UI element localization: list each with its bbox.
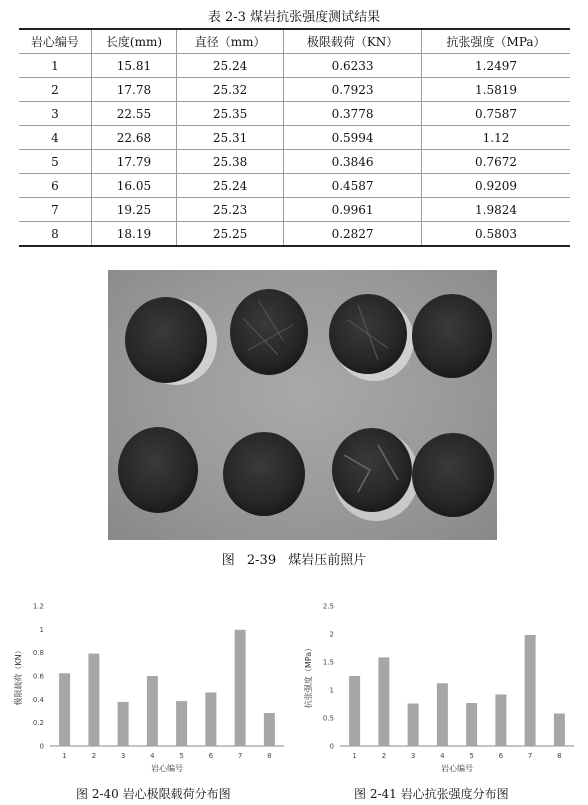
bar-core-1 bbox=[59, 673, 70, 746]
cell-tensile-strength: 1.9824 bbox=[422, 198, 570, 222]
cell-ultimate-load: 0.3846 bbox=[284, 150, 422, 174]
table-row bbox=[19, 150, 570, 174]
cell-ultimate-load: 0.2827 bbox=[284, 222, 422, 247]
bar-core-3 bbox=[408, 704, 419, 746]
col-header-ultimate-load: 极限载荷（KN） bbox=[284, 29, 422, 54]
x-tick-label: 5 bbox=[469, 752, 474, 760]
y-tick-label: 0.5 bbox=[322, 714, 334, 723]
cell-tensile-strength: 1.12 bbox=[422, 126, 570, 150]
cell-core-id: 2 bbox=[19, 78, 91, 102]
core-sample-5 bbox=[118, 427, 198, 513]
bar-core-3 bbox=[118, 702, 129, 746]
core-sample-1 bbox=[125, 297, 207, 383]
cell-core-id: 1 bbox=[19, 54, 91, 78]
bar-core-4 bbox=[147, 676, 158, 746]
bar-core-7 bbox=[235, 630, 246, 746]
x-tick-label: 4 bbox=[150, 752, 155, 760]
cell-tensile-strength: 1.2497 bbox=[422, 54, 570, 78]
table-row bbox=[19, 78, 570, 102]
bar-core-4 bbox=[437, 683, 448, 746]
y-tick-label: 1.2 bbox=[32, 602, 44, 611]
cell-core-id: 5 bbox=[19, 150, 91, 174]
x-axis-title: 岩心编号 bbox=[441, 764, 473, 773]
photo-caption: 图 2-39 煤岩压前照片 bbox=[221, 553, 367, 568]
y-tick-label: 0 bbox=[39, 742, 44, 751]
cell-length: 16.05 bbox=[91, 174, 176, 198]
x-tick-label: 6 bbox=[208, 752, 214, 760]
cell-tensile-strength: 0.9209 bbox=[422, 174, 570, 198]
cell-length: 19.25 bbox=[91, 198, 176, 222]
cell-length: 18.19 bbox=[91, 222, 176, 247]
table-caption: 表 2-3 煤岩抗张强度测试结果 bbox=[207, 10, 381, 25]
x-tick-label: 4 bbox=[440, 752, 445, 760]
bar-core-6 bbox=[495, 694, 506, 746]
cell-tensile-strength: 0.7672 bbox=[422, 150, 570, 174]
coal-samples-image bbox=[108, 270, 497, 540]
core-sample-4 bbox=[412, 294, 492, 378]
tensile-strength-chart-caption: 图 2-41 岩心抗张强度分布图 bbox=[354, 787, 509, 801]
cell-length: 17.78 bbox=[91, 78, 176, 102]
y-tick-label: 0.2 bbox=[32, 719, 44, 728]
table-row bbox=[19, 198, 570, 222]
bar-core-2 bbox=[378, 657, 389, 746]
cell-diameter: 25.32 bbox=[177, 78, 284, 102]
core-sample-6 bbox=[223, 432, 305, 516]
y-tick-label: 2.5 bbox=[322, 602, 334, 611]
x-tick-label: 2 bbox=[91, 752, 97, 760]
cell-ultimate-load: 0.4587 bbox=[284, 174, 422, 198]
bar-core-5 bbox=[176, 701, 187, 746]
x-tick-label: 8 bbox=[557, 752, 562, 760]
y-tick-label: 0 bbox=[329, 742, 334, 751]
cell-diameter: 25.25 bbox=[177, 222, 284, 247]
x-tick-label: 2 bbox=[381, 752, 387, 760]
cell-length: 22.55 bbox=[91, 102, 176, 126]
cell-ultimate-load: 0.5994 bbox=[284, 126, 422, 150]
cell-core-id: 7 bbox=[19, 198, 91, 222]
cell-length: 22.68 bbox=[91, 126, 176, 150]
y-tick-label: 1 bbox=[329, 686, 334, 695]
x-tick-label: 5 bbox=[179, 752, 184, 760]
bar-core-7 bbox=[525, 635, 536, 746]
col-header-tensile-strength: 抗张强度（MPa） bbox=[422, 29, 570, 54]
ultimate-load-chart bbox=[8, 598, 290, 780]
x-tick-label: 7 bbox=[237, 752, 243, 760]
cell-tensile-strength: 0.7587 bbox=[422, 102, 570, 126]
bar-core-6 bbox=[205, 692, 216, 746]
cell-tensile-strength: 1.5819 bbox=[422, 78, 570, 102]
bar-core-8 bbox=[554, 714, 565, 746]
y-axis-title: 抗张强度（MPa） bbox=[304, 643, 313, 709]
core-sample-2 bbox=[230, 289, 308, 375]
x-tick-label: 1 bbox=[352, 752, 357, 760]
cell-tensile-strength: 0.5803 bbox=[422, 222, 570, 247]
y-tick-label: 0.4 bbox=[32, 695, 44, 704]
cell-core-id: 4 bbox=[19, 126, 91, 150]
x-tick-label: 7 bbox=[527, 752, 533, 760]
cell-diameter: 25.38 bbox=[177, 150, 284, 174]
x-axis-title: 岩心编号 bbox=[151, 764, 183, 773]
y-tick-label: 1.5 bbox=[322, 658, 334, 667]
cell-length: 15.81 bbox=[91, 54, 176, 78]
x-tick-label: 6 bbox=[498, 752, 504, 760]
y-axis-title: 极限载荷（KN） bbox=[14, 646, 23, 706]
col-header-diameter: 直径（mm） bbox=[177, 29, 284, 54]
col-header-core-id: 岩心编号 bbox=[19, 29, 91, 54]
cell-ultimate-load: 0.6233 bbox=[284, 54, 422, 78]
table-header-row bbox=[19, 29, 570, 54]
results-table bbox=[19, 28, 570, 247]
cell-core-id: 6 bbox=[19, 174, 91, 198]
cell-ultimate-load: 0.3778 bbox=[284, 102, 422, 126]
bar-core-8 bbox=[264, 713, 275, 746]
cell-diameter: 25.24 bbox=[177, 54, 284, 78]
y-tick-label: 2 bbox=[329, 630, 334, 639]
table-body bbox=[19, 54, 570, 247]
core-sample-8 bbox=[412, 433, 494, 517]
coal-samples-photo bbox=[108, 270, 497, 540]
x-tick-label: 3 bbox=[120, 752, 126, 760]
cell-diameter: 25.23 bbox=[177, 198, 284, 222]
bar-core-2 bbox=[88, 654, 99, 746]
table-row bbox=[19, 174, 570, 198]
cell-ultimate-load: 0.9961 bbox=[284, 198, 422, 222]
tensile-strength-chart bbox=[298, 598, 580, 780]
table-row bbox=[19, 126, 570, 150]
y-tick-label: 0.8 bbox=[32, 649, 44, 658]
cell-core-id: 8 bbox=[19, 222, 91, 247]
bar-core-5 bbox=[466, 703, 477, 746]
cell-core-id: 3 bbox=[19, 102, 91, 126]
y-tick-label: 0.6 bbox=[32, 672, 44, 681]
bar-core-1 bbox=[349, 676, 360, 746]
table-row bbox=[19, 102, 570, 126]
table-row bbox=[19, 54, 570, 78]
ultimate-load-chart-caption: 图 2-40 岩心极限载荷分布图 bbox=[76, 787, 231, 801]
cell-diameter: 25.24 bbox=[177, 174, 284, 198]
cell-ultimate-load: 0.7923 bbox=[284, 78, 422, 102]
table-row bbox=[19, 222, 570, 247]
x-tick-label: 1 bbox=[62, 752, 67, 760]
cell-diameter: 25.35 bbox=[177, 102, 284, 126]
x-tick-label: 3 bbox=[410, 752, 416, 760]
x-tick-label: 8 bbox=[267, 752, 272, 760]
y-tick-label: 1 bbox=[39, 625, 44, 634]
cell-diameter: 25.31 bbox=[177, 126, 284, 150]
core-sample-7 bbox=[332, 428, 412, 512]
col-header-length: 长度(mm) bbox=[91, 29, 176, 54]
cell-length: 17.79 bbox=[91, 150, 176, 174]
